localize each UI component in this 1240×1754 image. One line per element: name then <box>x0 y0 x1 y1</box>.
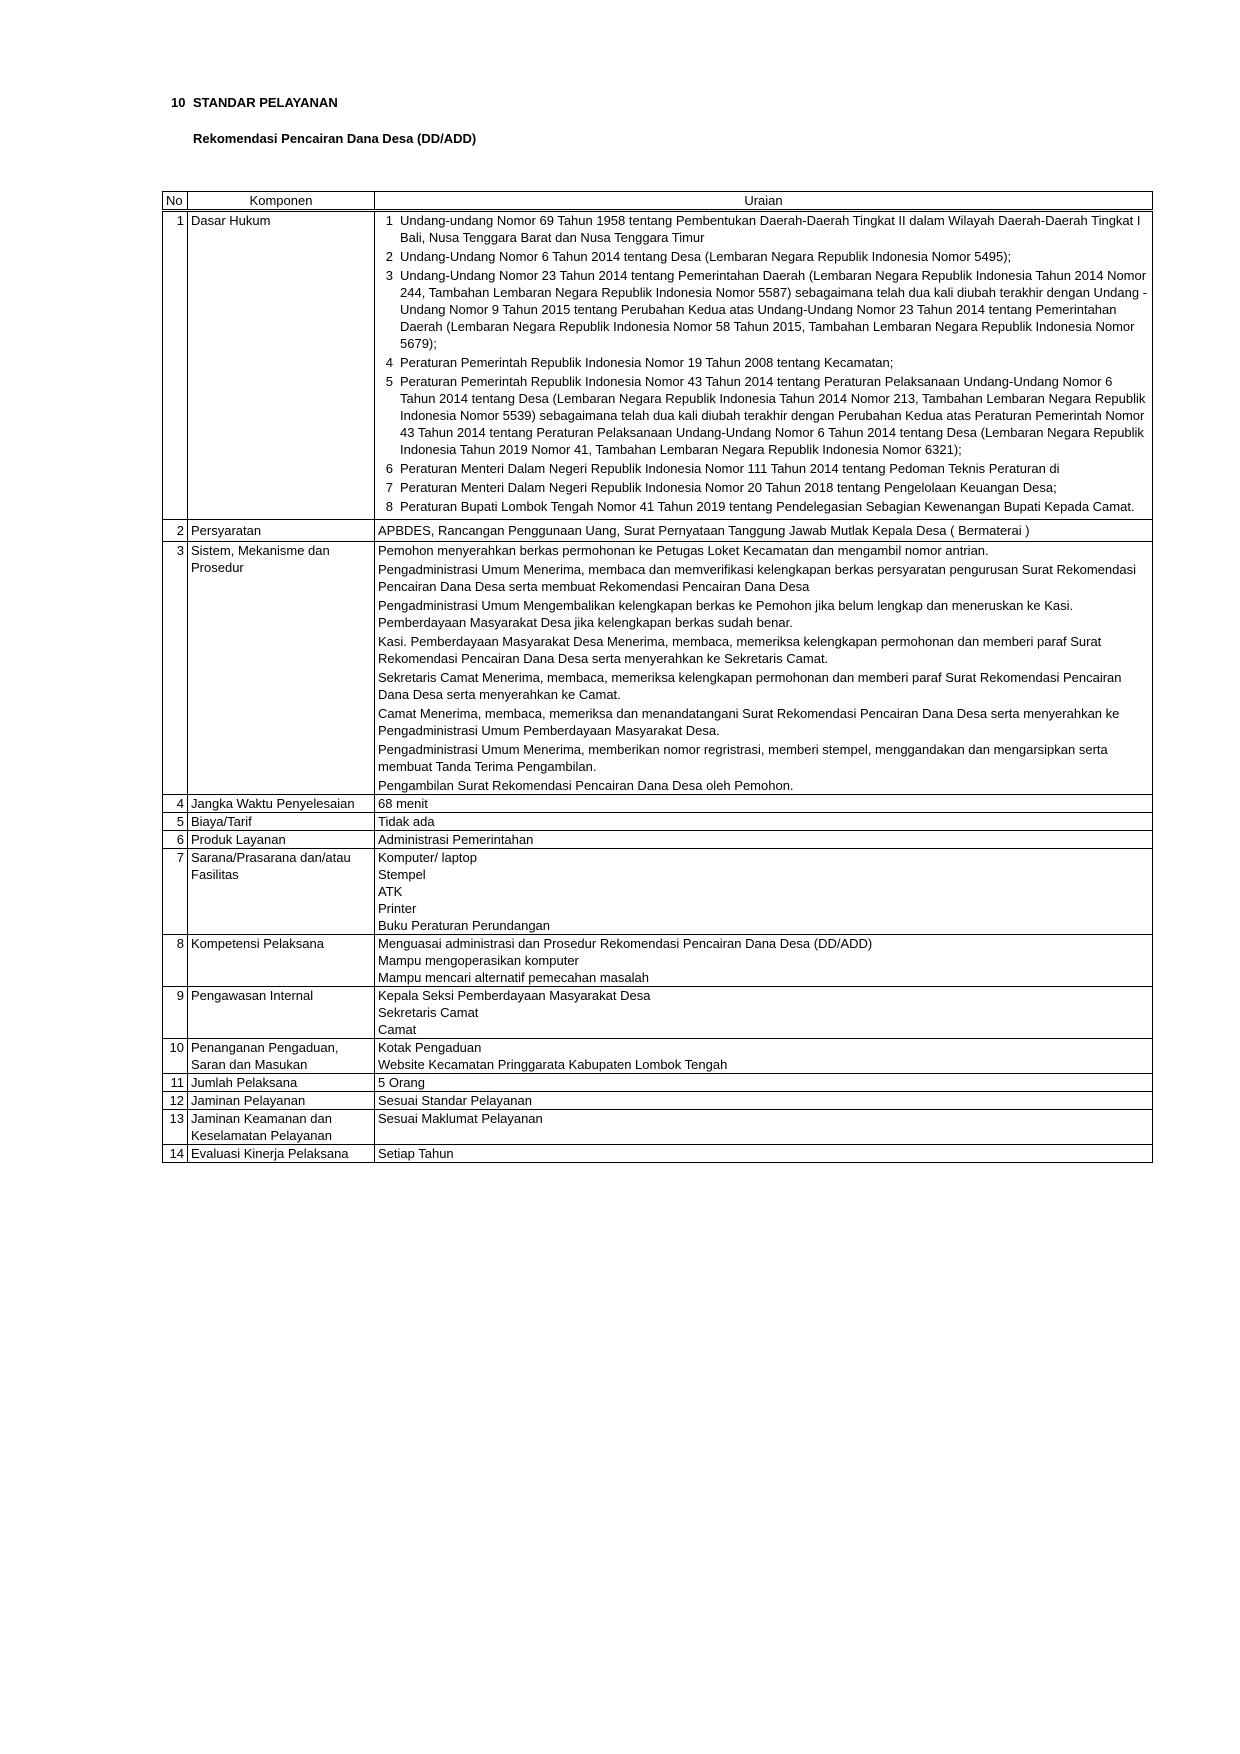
legal-basis-item <box>378 460 1149 477</box>
procedure-step: Pengambilan Surat Rekomendasi Pencairan Dana Desa oleh Pemohon. <box>378 778 794 793</box>
legal-basis-number: 7 <box>385 480 393 495</box>
row-komponen: Sarana/Prasarana dan/atau Fasilitas <box>188 849 375 935</box>
legal-basis-text: Peraturan Pemerintah Republik Indonesia Nomor 19 Tahun 2008 tentang Kecamatan; <box>400 355 894 370</box>
row-komponen: Kompetensi Pelaksana <box>188 935 375 987</box>
procedure-step: Camat Menerima, membaca, memeriksa dan menandatangani Surat Rekomendasi Pencairan Dana Desa serta menyerahkan ke Pengadministrasi Umum Pemberdayaan Masyarakat Desa. <box>378 706 1120 738</box>
section-heading <box>171 95 338 110</box>
legal-basis-text: Undang-Undang Nomor 23 Tahun 2014 tentang Pemerintahan Daerah (Lembaran Negara Republik Indonesia Tahun 2014 Nomor 244, Tambahan Lembaran Negara Republik Indonesia Nomor 5587) sebagaimana telah dua kali diubah terakhir dengan Undang -Undang Nomor 9 Tahun 2015 tentang Perubahan Kedua atas Undang-Undang Nomor 23 Tahun 2014 tentang Pemerintahan Daerah (Lembaran Negara Republik Indonesia Nomor 58 Tahun 2015, Tambahan Lembaran Negara Republik Indonesia Nomor 5679); <box>400 268 1148 351</box>
row-uraian-line: Mampu mencari alternatif pemecahan masalah <box>378 970 649 985</box>
table-row <box>163 1039 1153 1074</box>
row-number: 4 <box>163 795 188 813</box>
procedure-step: Kasi. Pemberdayaan Masyarakat Desa Menerima, membaca, memeriksa kelengkapan permohonan dan memberi paraf Surat Rekomendasi Pencairan Dana Desa serta menyerahkan ke Sekretaris Camat. <box>378 634 1102 666</box>
legal-basis-item <box>378 479 1149 496</box>
legal-basis-item <box>378 248 1149 265</box>
legal-basis-number: 5 <box>385 374 393 389</box>
header-komponen: Komponen <box>188 192 375 211</box>
table-row <box>163 1110 1153 1145</box>
legal-basis-text: Undang-undang Nomor 69 Tahun 1958 tentang Pembentukan Daerah-Daerah Tingkat II dalam Wilayah Daerah-Daerah Tingkat I Bali, Nusa Tenggara Barat dan Nusa Tenggara Timur <box>400 213 1141 245</box>
service-standard-table <box>162 191 1153 1163</box>
row-uraian <box>375 1145 1153 1163</box>
row-number: 13 <box>163 1110 188 1145</box>
row-uraian <box>375 795 1153 813</box>
row-uraian: APBDES, Rancangan Penggunaan Uang, Surat Pernyataan Tanggung Jawab Mutlak Kepala Desa ( Bermaterai ) <box>375 520 1153 542</box>
row-uraian-line: Sesuai Standar Pelayanan <box>378 1093 532 1108</box>
legal-basis-number: 2 <box>385 249 393 264</box>
row-number: 5 <box>163 813 188 831</box>
header-no: No <box>163 192 188 211</box>
table-row <box>163 849 1153 935</box>
legal-basis-item <box>378 498 1149 515</box>
row-komponen: Pengawasan Internal <box>188 987 375 1039</box>
row-uraian <box>375 987 1153 1039</box>
section-title: STANDAR PELAYANAN <box>193 95 338 110</box>
row-uraian-line: Stempel <box>378 867 426 882</box>
table-row <box>163 211 1153 520</box>
row-uraian <box>375 813 1153 831</box>
section-number: 10 <box>171 95 186 110</box>
legal-basis-item <box>378 373 1149 458</box>
legal-basis-list <box>378 212 1149 515</box>
row-uraian-line: Website Kecamatan Pringgarata Kabupaten Lombok Tengah <box>378 1057 728 1072</box>
document-subtitle: Rekomendasi Pencairan Dana Desa (DD/ADD) <box>193 131 477 146</box>
row-komponen: Produk Layanan <box>188 831 375 849</box>
row-number: 2 <box>163 520 188 542</box>
row-uraian-line: Sekretaris Camat <box>378 1005 479 1020</box>
row-komponen: Jaminan Keamanan dan Keselamatan Pelayanan <box>188 1110 375 1145</box>
row-uraian-line: Tidak ada <box>378 814 435 829</box>
row-komponen: Dasar Hukum <box>188 211 375 520</box>
table-row <box>163 1074 1153 1092</box>
row-komponen: Jaminan Pelayanan <box>188 1092 375 1110</box>
header-uraian: Uraian <box>375 192 1153 211</box>
row-uraian <box>375 935 1153 987</box>
row-komponen: Jumlah Pelaksana <box>188 1074 375 1092</box>
procedure-step: Pengadministrasi Umum Menerima, membaca dan memverifikasi kelengkapan berkas persyaratan pengurusan Surat Rekomendasi Pencairan Dana Desa serta membuat Rekomendasi Pencairan Dana Desa <box>378 562 1136 594</box>
row-uraian-line: Menguasai administrasi dan Prosedur Rekomendasi Pencairan Dana Desa (DD/ADD) <box>378 936 873 951</box>
table-row <box>163 831 1153 849</box>
row-number: 9 <box>163 987 188 1039</box>
legal-basis-item <box>378 212 1149 246</box>
row-uraian <box>375 831 1153 849</box>
table-header-row <box>163 192 1153 211</box>
row-number: 3 <box>163 542 188 795</box>
table-row <box>163 520 1153 542</box>
legal-basis-number: 3 <box>385 268 393 283</box>
row-uraian-line: Printer <box>378 901 417 916</box>
row-uraian-line: Kepala Seksi Pemberdayaan Masyarakat Desa <box>378 988 651 1003</box>
row-uraian-line: Buku Peraturan Perundangan <box>378 918 551 933</box>
row-uraian <box>375 1110 1153 1145</box>
table-row <box>163 987 1153 1039</box>
legal-basis-text: Undang-Undang Nomor 6 Tahun 2014 tentang Desa (Lembaran Negara Republik Indonesia Nomor 5495); <box>400 249 1012 264</box>
row-uraian-line: Administrasi Pemerintahan <box>378 832 534 847</box>
row-uraian-line: Setiap Tahun <box>378 1146 454 1161</box>
row-komponen: Jangka Waktu Penyelesaian <box>188 795 375 813</box>
row-uraian-line: ATK <box>378 884 403 899</box>
row-number: 12 <box>163 1092 188 1110</box>
row-komponen: Evaluasi Kinerja Pelaksana <box>188 1145 375 1163</box>
procedure-step: Pengadministrasi Umum Mengembalikan kelengkapan berkas ke Pemohon jika belum lengkap dan meneruskan ke Kasi. Pemberdayaan Masyarakat Desa jika kelengkapan berkas sudah benar. <box>378 598 1074 630</box>
row-uraian <box>375 1039 1153 1074</box>
legal-basis-number: 6 <box>385 461 393 476</box>
legal-basis-item <box>378 267 1149 352</box>
table-row <box>163 795 1153 813</box>
row-komponen: Penanganan Pengaduan, Saran dan Masukan <box>188 1039 375 1074</box>
row-komponen: Sistem, Mekanisme dan Prosedur <box>188 542 375 795</box>
row-number: 1 <box>163 211 188 520</box>
row-number: 11 <box>163 1074 188 1092</box>
row-uraian <box>375 211 1153 520</box>
row-uraian-line: Komputer/ laptop <box>378 850 478 865</box>
row-number: 8 <box>163 935 188 987</box>
row-number: 7 <box>163 849 188 935</box>
row-number: 10 <box>163 1039 188 1074</box>
table-row <box>163 1092 1153 1110</box>
row-komponen: Biaya/Tarif <box>188 813 375 831</box>
row-number: 14 <box>163 1145 188 1163</box>
row-uraian <box>375 1074 1153 1092</box>
procedure-steps <box>378 542 1149 794</box>
row-uraian-line: Mampu mengoperasikan komputer <box>378 953 579 968</box>
row-uraian-line: Sesuai Maklumat Pelayanan <box>378 1111 543 1126</box>
procedure-step: Sekretaris Camat Menerima, membaca, memeriksa kelengkapan permohonan dan memberi paraf Surat Rekomendasi Pencairan Dana Desa serta menyerahkan ke Camat. <box>378 670 1122 702</box>
row-uraian-line: 5 Orang <box>378 1075 425 1090</box>
legal-basis-text: Peraturan Pemerintah Republik Indonesia Nomor 43 Tahun 2014 tentang Peraturan Pelaksanaan Undang-Undang Nomor 6 Tahun 2014 tentang Desa (Lembaran Negara Republik Indonesia Tahun 2014 Nomor 213, Tambahan Lembaran Negara Republik Indonesia Nomor 5539) sebagaimana telah dua kali diubah terakhir dengan Perubahan Kedua atas Peraturan Pemerintah Nomor 43 Tahun 2014 tentang Peraturan Pelaksanaan Undang-Undang Nomor 6 Tahun 2014 tentang Desa (Lembaran Negara Republik Indonesia Tahun 2019 Nomor 41, Tambahan Lembaran Negara Republik Indonesia Nomor 6321); <box>400 374 1146 457</box>
row-uraian <box>375 849 1153 935</box>
legal-basis-number: 4 <box>385 355 393 370</box>
row-uraian <box>375 542 1153 795</box>
table-row <box>163 813 1153 831</box>
row-uraian <box>375 1092 1153 1110</box>
legal-basis-text: Peraturan Menteri Dalam Negeri Republik Indonesia Nomor 111 Tahun 2014 tentang Pedoman Teknis Peraturan di <box>400 461 1060 476</box>
legal-basis-text: Peraturan Bupati Lombok Tengah Nomor 41 Tahun 2019 tentang Pendelegasian Sebagian Kewenangan Bupati Kepada Camat. <box>400 499 1135 514</box>
row-uraian-line: 68 menit <box>378 796 428 811</box>
row-komponen: Persyaratan <box>188 520 375 542</box>
legal-basis-item <box>378 354 1149 371</box>
procedure-step: Pengadministrasi Umum Menerima, memberikan nomor regristrasi, memberi stempel, menggandakan dan mengarsipkan serta membuat Tanda Terima Pengambilan. <box>378 742 1108 774</box>
row-number: 6 <box>163 831 188 849</box>
table-row <box>163 542 1153 795</box>
procedure-step: Pemohon menyerahkan berkas permohonan ke Petugas Loket Kecamatan dan mengambil nomor antrian. <box>378 543 989 558</box>
legal-basis-text: Peraturan Menteri Dalam Negeri Republik Indonesia Nomor 20 Tahun 2018 tentang Pengelolaan Keuangan Desa; <box>400 480 1057 495</box>
row-uraian-line: Kotak Pengaduan <box>378 1040 482 1055</box>
table-row <box>163 935 1153 987</box>
legal-basis-number: 1 <box>385 213 393 228</box>
table-row <box>163 1145 1153 1163</box>
row-uraian-line: Camat <box>378 1022 417 1037</box>
legal-basis-number: 8 <box>385 499 393 514</box>
